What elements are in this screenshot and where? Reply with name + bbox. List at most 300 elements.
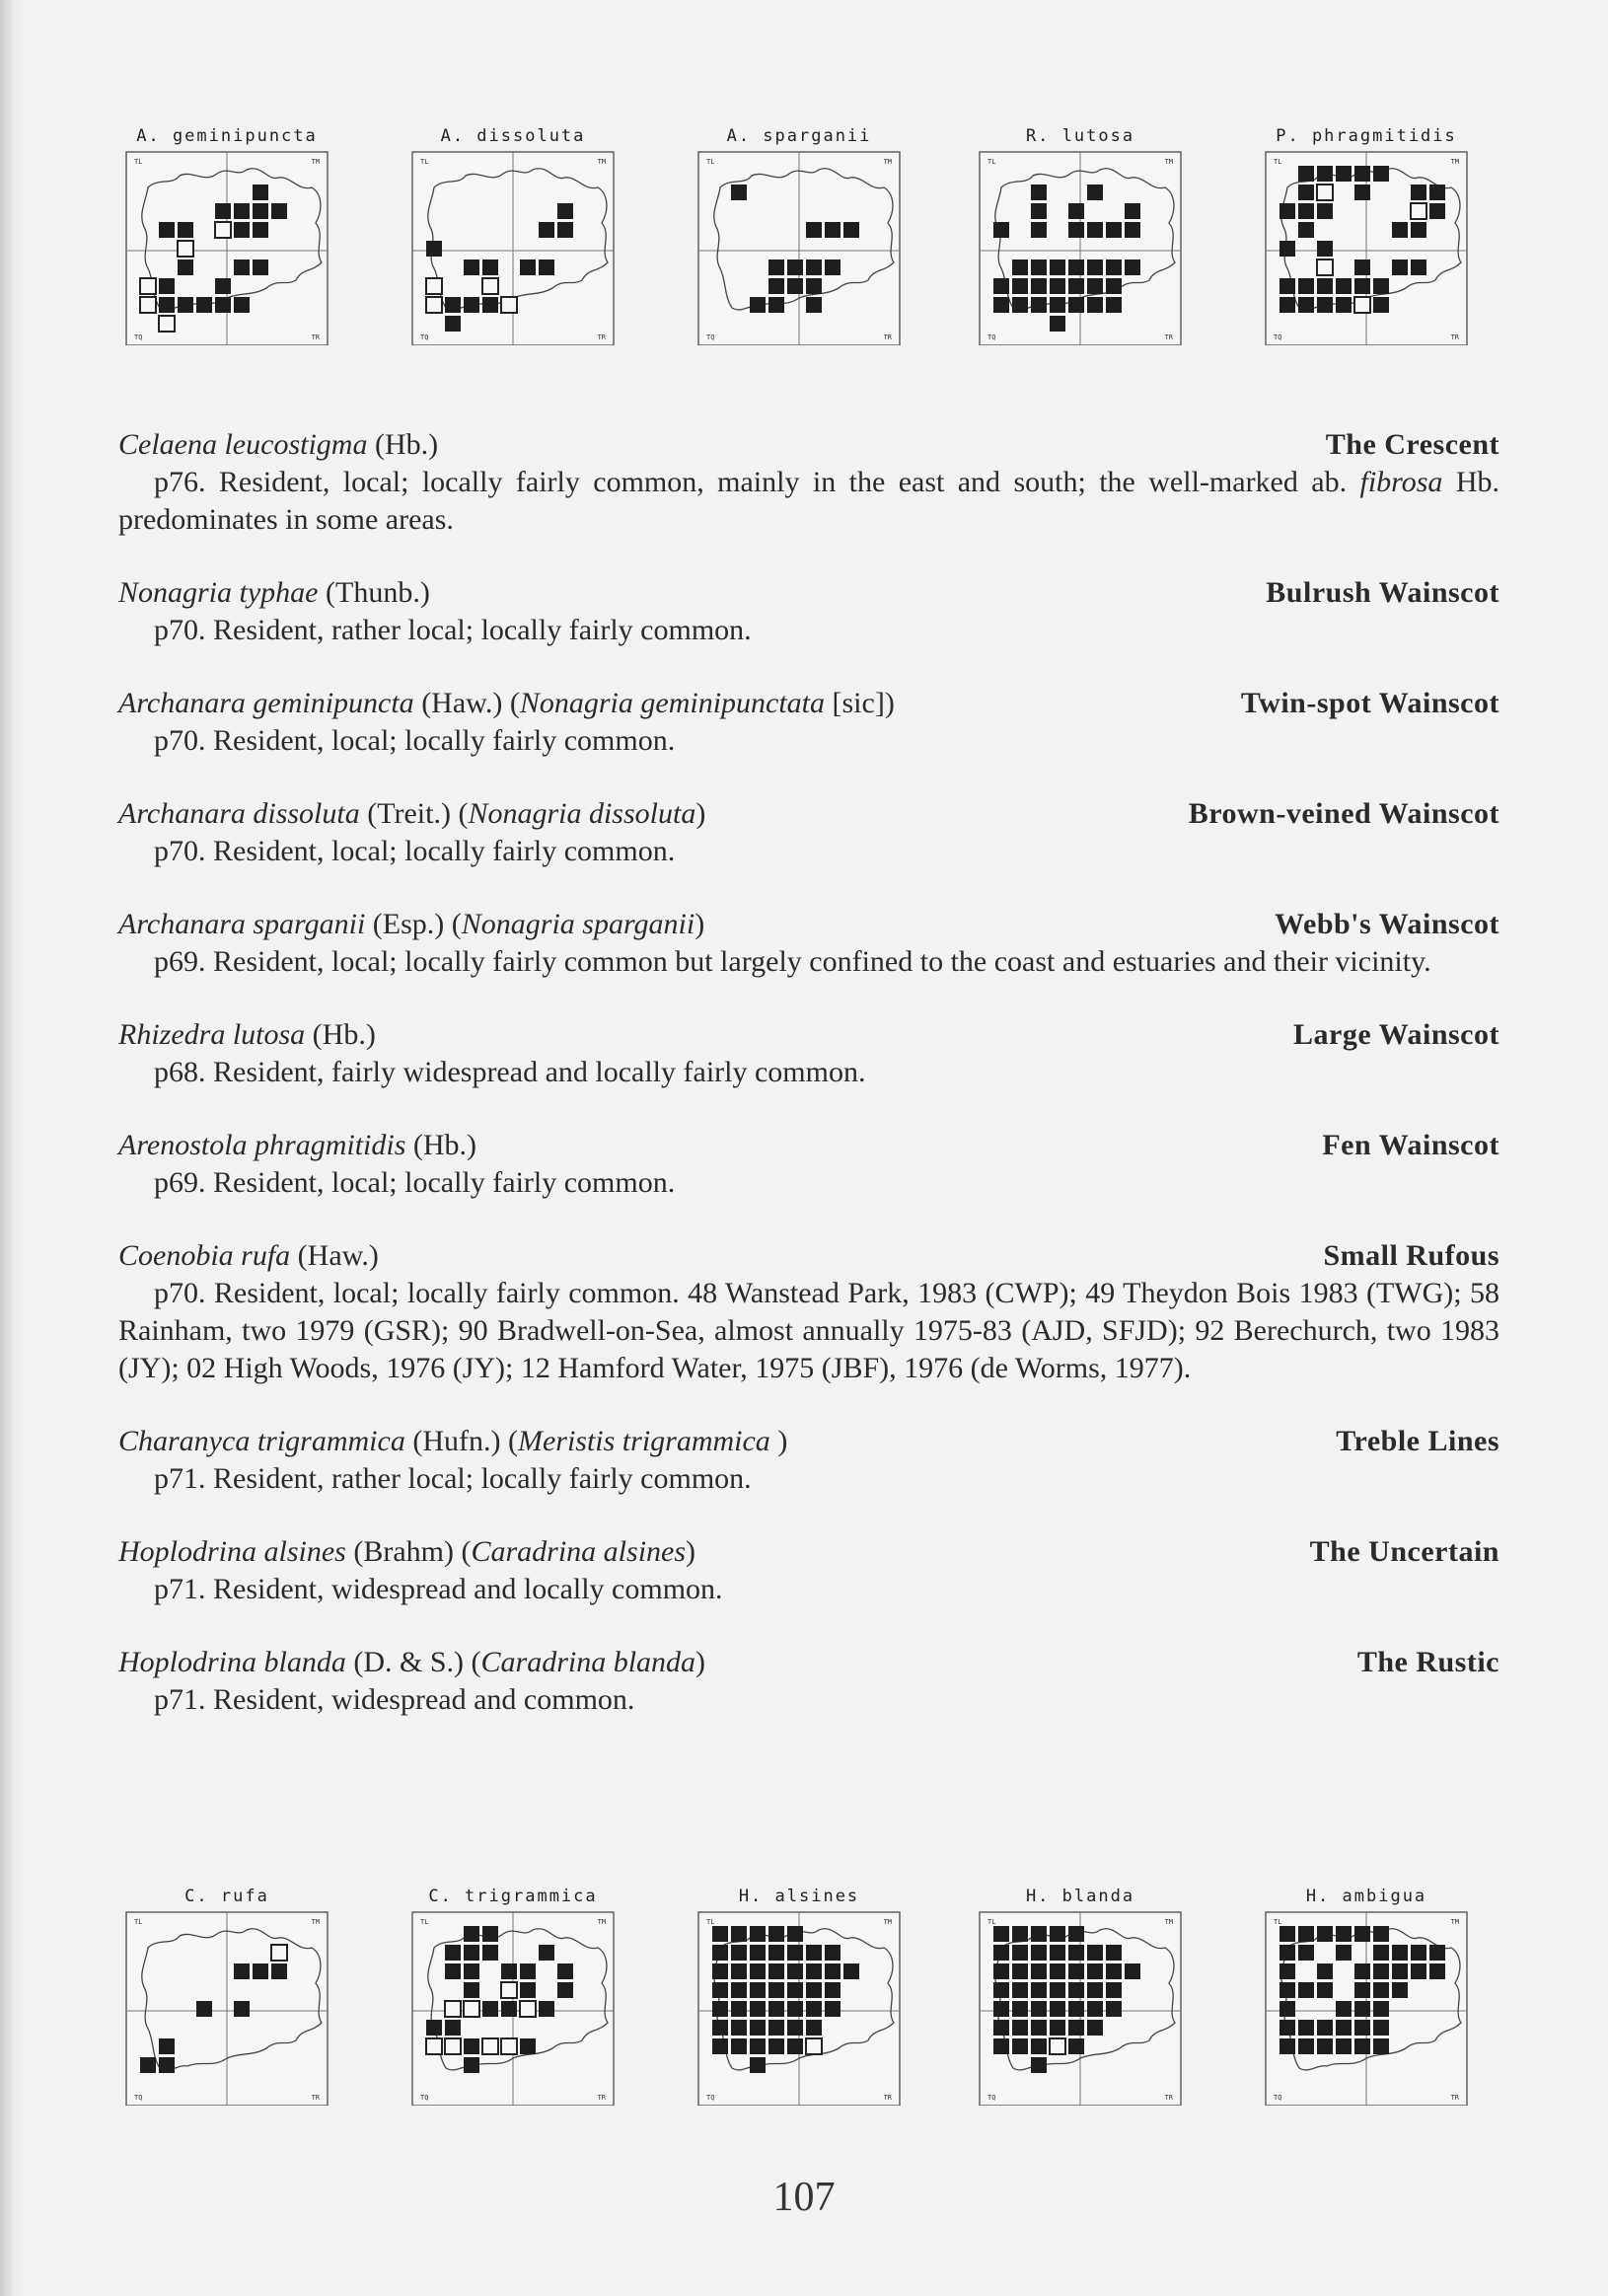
record-square bbox=[787, 1982, 803, 1998]
record-square bbox=[768, 2020, 784, 2036]
grid-corner-label: TQ bbox=[134, 2094, 143, 2102]
common-name: Fen Wainscot bbox=[1322, 1129, 1499, 1161]
record-square bbox=[1012, 1926, 1028, 1942]
record-square bbox=[768, 1926, 784, 1942]
status-text: p71. Resident, rather local; locally fairly common. bbox=[154, 1462, 752, 1495]
record-square bbox=[1106, 2001, 1122, 2017]
grid-corner-label: TL bbox=[134, 1918, 143, 1926]
record-square bbox=[843, 1963, 859, 1979]
species-entry bbox=[118, 1016, 1499, 1091]
record-square bbox=[768, 2001, 784, 2017]
grid-corner-label: TR bbox=[883, 333, 892, 341]
record-square bbox=[159, 2057, 175, 2073]
record-square bbox=[1125, 259, 1140, 275]
record-square bbox=[1298, 278, 1314, 294]
species-entry bbox=[118, 906, 1499, 981]
record-square bbox=[1106, 1945, 1122, 1961]
record-square bbox=[234, 2001, 250, 2017]
record-square bbox=[787, 2001, 803, 2017]
scientific-name bbox=[118, 1016, 376, 1054]
record-square bbox=[825, 1945, 841, 1961]
record-square bbox=[426, 2020, 442, 2036]
record-square bbox=[1087, 278, 1103, 294]
record-square bbox=[445, 1945, 461, 1961]
record-square bbox=[1279, 1982, 1295, 1998]
synonym-suffix: ) bbox=[695, 797, 706, 830]
record-square bbox=[712, 2001, 728, 2017]
grid-corner-label: TQ bbox=[134, 333, 143, 341]
record-square-old bbox=[501, 2038, 517, 2054]
record-square bbox=[253, 1963, 268, 1979]
scientific-name bbox=[118, 906, 704, 943]
record-square bbox=[1429, 203, 1445, 219]
synonym-name: Meristis trigrammica bbox=[517, 1425, 770, 1457]
record-square bbox=[1050, 1963, 1065, 1979]
latin-name: Rhizedra lutosa bbox=[118, 1018, 306, 1051]
record-square bbox=[1373, 297, 1389, 313]
distribution-map bbox=[118, 1887, 335, 2133]
record-square bbox=[768, 1945, 784, 1961]
record-square bbox=[1336, 2020, 1352, 2036]
record-square bbox=[1106, 1982, 1122, 1998]
record-square-old bbox=[426, 278, 442, 294]
record-square bbox=[1106, 1963, 1122, 1979]
grid-corner-label: TQ bbox=[706, 333, 715, 341]
latin-name: Hoplodrina alsines bbox=[118, 1535, 346, 1568]
grid-corner-label: TR bbox=[597, 2094, 606, 2102]
record-square bbox=[993, 2001, 1009, 2017]
grid-corner-label: TM bbox=[1450, 158, 1459, 166]
map-grid bbox=[1258, 148, 1475, 345]
species-entry bbox=[118, 1423, 1499, 1498]
record-square bbox=[445, 1963, 461, 1979]
record-square bbox=[1031, 2001, 1047, 2017]
record-square-old bbox=[464, 2001, 479, 2017]
record-square bbox=[1106, 222, 1122, 238]
record-square bbox=[1298, 1982, 1314, 1998]
grid-corner-label: TR bbox=[311, 333, 320, 341]
latin-name: Celaena leucostigma bbox=[118, 428, 368, 461]
map-species-label: H. ambigua bbox=[1305, 1887, 1427, 1906]
record-square-old bbox=[1354, 297, 1370, 313]
record-square bbox=[482, 2001, 498, 2017]
record-square bbox=[825, 2001, 841, 2017]
record-square bbox=[825, 1963, 841, 1979]
distribution-map bbox=[404, 126, 621, 373]
record-square bbox=[1373, 278, 1389, 294]
latin-name: Arenostola phragmitidis bbox=[118, 1129, 406, 1161]
record-square bbox=[1012, 2020, 1028, 2036]
record-square bbox=[215, 203, 231, 219]
record-square bbox=[806, 278, 822, 294]
record-square bbox=[768, 297, 784, 313]
record-square bbox=[993, 297, 1009, 313]
synonym-name: Nonagria sparganii bbox=[461, 908, 695, 940]
record-square-old bbox=[445, 2001, 461, 2017]
grid-corner-label: TL bbox=[706, 1918, 715, 1926]
map-species-label: A. sparganii bbox=[726, 126, 872, 146]
record-square bbox=[1373, 1926, 1389, 1942]
record-square bbox=[464, 2038, 479, 2054]
record-square bbox=[1392, 1982, 1408, 1998]
record-square bbox=[234, 1963, 250, 1979]
record-square bbox=[1087, 1963, 1103, 1979]
scientific-name bbox=[118, 1127, 476, 1164]
record-square-old bbox=[1411, 203, 1426, 219]
record-square bbox=[1354, 1982, 1370, 1998]
record-square bbox=[1298, 185, 1314, 200]
status-text: p76. Resident, local; locally fairly common, mainly in the east and south; the well-marked ab. fibrosa Hb. predominates in some areas. bbox=[118, 466, 1499, 536]
bottom-map-row bbox=[0, 1887, 1608, 2133]
latin-name: Nonagria typhae bbox=[118, 576, 319, 609]
record-square bbox=[1392, 259, 1408, 275]
record-square bbox=[1125, 1963, 1140, 1979]
record-square bbox=[1354, 185, 1370, 200]
record-square bbox=[787, 2038, 803, 2054]
grid-corner-label: TM bbox=[311, 1918, 320, 1926]
record-square bbox=[1012, 1963, 1028, 1979]
record-square-old bbox=[1317, 259, 1333, 275]
record-square bbox=[1087, 185, 1103, 200]
author: (Hb.) bbox=[367, 428, 439, 461]
grid-corner-label: TR bbox=[597, 333, 606, 341]
scientific-name bbox=[118, 1644, 705, 1681]
record-square bbox=[464, 259, 479, 275]
record-square-old bbox=[159, 316, 175, 332]
grid-corner-label: TL bbox=[420, 1918, 429, 1926]
record-square bbox=[1068, 297, 1084, 313]
grid-corner-label: TR bbox=[311, 2094, 320, 2102]
record-square bbox=[178, 222, 193, 238]
record-square bbox=[234, 203, 250, 219]
record-square bbox=[464, 1963, 479, 1979]
record-square-old bbox=[140, 278, 156, 294]
record-square bbox=[464, 297, 479, 313]
species-entry bbox=[118, 1237, 1499, 1387]
record-square bbox=[1317, 278, 1333, 294]
record-square bbox=[1031, 1926, 1047, 1942]
record-square bbox=[993, 278, 1009, 294]
record-square bbox=[712, 2020, 728, 2036]
record-square bbox=[1298, 2038, 1314, 2054]
latin-name: Hoplodrina blanda bbox=[118, 1646, 346, 1678]
record-square bbox=[557, 203, 573, 219]
record-square bbox=[1392, 222, 1408, 238]
record-square bbox=[1087, 297, 1103, 313]
record-square bbox=[787, 259, 803, 275]
record-square bbox=[1298, 297, 1314, 313]
record-square bbox=[1050, 1926, 1065, 1942]
record-square bbox=[1354, 166, 1370, 182]
map-grid bbox=[1258, 1908, 1475, 2106]
record-square bbox=[806, 1963, 822, 1979]
record-square bbox=[1031, 1982, 1047, 1998]
status-text: p70. Resident, rather local; locally fairly common. bbox=[154, 614, 752, 646]
record-square bbox=[271, 1963, 287, 1979]
grid-corner-label: TM bbox=[311, 158, 320, 166]
grid-corner-label: TR bbox=[883, 2094, 892, 2102]
record-square bbox=[1392, 1945, 1408, 1961]
species-entry bbox=[118, 795, 1499, 870]
status-text: p70. Resident, local; locally fairly common. bbox=[154, 835, 676, 867]
record-square bbox=[1336, 166, 1352, 182]
scientific-name bbox=[118, 1237, 379, 1275]
common-name: Large Wainscot bbox=[1293, 1018, 1499, 1051]
scientific-name bbox=[118, 795, 705, 833]
author: (Esp.) ( bbox=[365, 908, 462, 940]
record-square bbox=[1354, 278, 1370, 294]
record-square bbox=[1087, 1982, 1103, 1998]
record-square bbox=[1373, 1963, 1389, 1979]
record-square bbox=[1354, 2001, 1370, 2017]
record-square bbox=[253, 222, 268, 238]
record-square bbox=[1031, 2020, 1047, 2036]
author: (D. & S.) ( bbox=[345, 1646, 481, 1678]
record-square bbox=[482, 259, 498, 275]
grid-corner-label: TQ bbox=[1274, 333, 1282, 341]
record-square-old bbox=[482, 2038, 498, 2054]
species-entry bbox=[118, 574, 1499, 649]
record-square bbox=[806, 222, 822, 238]
record-square bbox=[271, 203, 287, 219]
grid-corner-label: TM bbox=[1164, 1918, 1173, 1926]
record-square bbox=[1050, 278, 1065, 294]
record-square bbox=[1031, 203, 1047, 219]
grid-corner-label: TQ bbox=[706, 2094, 715, 2102]
map-grid bbox=[691, 148, 908, 345]
status-text: p69. Resident, local; locally fairly common but largely confined to the coast and estuaries and their vicinity. bbox=[154, 945, 1431, 978]
grid-corner-label: TM bbox=[1164, 158, 1173, 166]
record-square bbox=[750, 1926, 766, 1942]
record-square bbox=[178, 259, 193, 275]
record-square bbox=[1050, 2020, 1065, 2036]
record-square bbox=[806, 1982, 822, 1998]
record-square bbox=[1317, 166, 1333, 182]
record-square bbox=[731, 1982, 747, 1998]
common-name: Brown-veined Wainscot bbox=[1188, 797, 1499, 830]
map-species-label: H. alsines bbox=[738, 1887, 860, 1906]
record-square bbox=[1336, 2001, 1352, 2017]
record-square bbox=[750, 297, 766, 313]
record-square bbox=[731, 1926, 747, 1942]
record-square bbox=[1031, 1963, 1047, 1979]
record-square bbox=[1279, 203, 1295, 219]
record-square bbox=[1087, 259, 1103, 275]
record-square-old bbox=[806, 2038, 822, 2054]
record-square bbox=[993, 2020, 1009, 2036]
synonym-suffix: ) bbox=[695, 1646, 706, 1678]
record-square bbox=[1298, 222, 1314, 238]
map-species-label: C. rufa bbox=[184, 1887, 269, 1906]
record-square bbox=[1012, 259, 1028, 275]
record-square bbox=[787, 1926, 803, 1942]
grid-corner-label: TM bbox=[883, 158, 892, 166]
record-square bbox=[196, 2001, 212, 2017]
synonym-suffix: ) bbox=[686, 1535, 696, 1568]
record-square bbox=[159, 297, 175, 313]
map-grid bbox=[972, 1908, 1189, 2106]
record-square bbox=[1317, 1982, 1333, 1998]
record-square bbox=[464, 1926, 479, 1942]
record-square bbox=[1429, 185, 1445, 200]
record-square bbox=[520, 259, 536, 275]
grid-corner-label: TL bbox=[1274, 1918, 1282, 1926]
record-square bbox=[787, 2020, 803, 2036]
record-square bbox=[712, 2038, 728, 2054]
record-square bbox=[520, 2038, 536, 2054]
record-square bbox=[482, 1926, 498, 1942]
record-square bbox=[464, 1982, 479, 1998]
record-square bbox=[1279, 278, 1295, 294]
author: (Haw.) ( bbox=[413, 687, 520, 719]
record-square bbox=[825, 1982, 841, 1998]
common-name: The Crescent bbox=[1325, 428, 1499, 461]
record-square bbox=[1068, 2020, 1084, 2036]
record-square bbox=[1125, 222, 1140, 238]
record-square bbox=[1087, 1945, 1103, 1961]
record-square bbox=[1336, 1945, 1352, 1961]
grid-corner-label: TL bbox=[706, 158, 715, 166]
record-square bbox=[1031, 297, 1047, 313]
record-square bbox=[253, 203, 268, 219]
latin-name: Archanara dissoluta bbox=[118, 797, 360, 830]
common-name: Webb's Wainscot bbox=[1275, 908, 1499, 940]
map-species-label: C. trigrammica bbox=[428, 1887, 598, 1906]
synonym-suffix: [sic]) bbox=[825, 687, 895, 719]
record-square bbox=[1411, 1945, 1426, 1961]
record-square bbox=[806, 1945, 822, 1961]
record-square bbox=[557, 1982, 573, 1998]
map-grid bbox=[972, 148, 1189, 345]
record-square bbox=[1106, 259, 1122, 275]
record-square bbox=[445, 297, 461, 313]
record-square bbox=[1050, 259, 1065, 275]
record-square bbox=[750, 1945, 766, 1961]
record-square bbox=[731, 185, 747, 200]
record-square-old bbox=[426, 2038, 442, 2054]
author: (Thunb.) bbox=[318, 576, 430, 609]
record-square bbox=[253, 259, 268, 275]
grid-corner-label: TR bbox=[1164, 333, 1173, 341]
record-square bbox=[787, 1945, 803, 1961]
record-square-old bbox=[501, 1982, 517, 1998]
record-square bbox=[1317, 297, 1333, 313]
grid-corner-label: TM bbox=[883, 1918, 892, 1926]
record-square bbox=[712, 1945, 728, 1961]
synonym-name: Nonagria geminipunctata bbox=[519, 687, 826, 719]
record-square bbox=[1411, 1963, 1426, 1979]
record-square bbox=[1279, 2020, 1295, 2036]
record-square bbox=[1354, 1926, 1370, 1942]
page-number: 107 bbox=[772, 2175, 836, 2220]
record-square bbox=[1317, 241, 1333, 257]
record-square bbox=[1373, 2038, 1389, 2054]
scientific-name bbox=[118, 574, 430, 612]
common-name: Treble Lines bbox=[1336, 1425, 1499, 1457]
record-square bbox=[1373, 2001, 1389, 2017]
distribution-map bbox=[691, 1887, 908, 2133]
record-square bbox=[159, 222, 175, 238]
status-text: p68. Resident, fairly widespread and locally fairly common. bbox=[154, 1056, 866, 1088]
species-list bbox=[118, 426, 1499, 1754]
species-entry bbox=[118, 1644, 1499, 1719]
record-square bbox=[750, 2020, 766, 2036]
record-square bbox=[1279, 2038, 1295, 2054]
record-square-old bbox=[140, 297, 156, 313]
grid-corner-label: TL bbox=[987, 1918, 996, 1926]
species-entry bbox=[118, 1127, 1499, 1202]
record-square bbox=[1068, 278, 1084, 294]
record-square bbox=[539, 2001, 554, 2017]
grid-corner-label: TQ bbox=[1274, 2094, 1282, 2102]
record-square bbox=[1354, 2038, 1370, 2054]
record-square bbox=[482, 297, 498, 313]
record-square bbox=[1012, 278, 1028, 294]
distribution-map bbox=[1258, 126, 1475, 373]
grid-corner-label: TL bbox=[987, 158, 996, 166]
author: (Treit.) ( bbox=[359, 797, 469, 830]
record-square bbox=[731, 1963, 747, 1979]
record-square bbox=[993, 222, 1009, 238]
record-square bbox=[1125, 203, 1140, 219]
map-grid bbox=[118, 1908, 335, 2106]
record-square bbox=[768, 278, 784, 294]
record-square-old bbox=[520, 2001, 536, 2017]
record-square bbox=[140, 2057, 156, 2073]
record-square bbox=[1031, 185, 1047, 200]
record-square bbox=[1012, 2038, 1028, 2054]
record-square bbox=[1068, 222, 1084, 238]
record-square bbox=[1050, 1945, 1065, 1961]
record-square bbox=[1279, 1945, 1295, 1961]
record-square bbox=[768, 2038, 784, 2054]
record-square bbox=[1087, 222, 1103, 238]
record-square bbox=[806, 297, 822, 313]
record-square bbox=[750, 2057, 766, 2073]
record-square bbox=[1068, 2001, 1084, 2017]
record-square bbox=[712, 1963, 728, 1979]
record-square bbox=[1317, 1963, 1333, 1979]
record-square bbox=[1050, 2001, 1065, 2017]
record-square bbox=[178, 297, 193, 313]
record-square bbox=[731, 2020, 747, 2036]
record-square-old bbox=[445, 2038, 461, 2054]
record-square bbox=[1031, 1945, 1047, 1961]
record-square bbox=[1031, 222, 1047, 238]
record-square bbox=[1298, 203, 1314, 219]
record-square bbox=[1392, 1963, 1408, 1979]
record-square bbox=[1279, 1926, 1295, 1942]
grid-corner-label: TM bbox=[597, 1918, 606, 1926]
map-grid bbox=[118, 148, 335, 345]
grid-corner-label: TL bbox=[420, 158, 429, 166]
record-square bbox=[520, 1982, 536, 1998]
record-square bbox=[1373, 166, 1389, 182]
record-square bbox=[1317, 203, 1333, 219]
record-square bbox=[768, 259, 784, 275]
distribution-map bbox=[972, 126, 1189, 373]
record-square bbox=[731, 2038, 747, 2054]
distribution-map bbox=[118, 126, 335, 373]
record-square bbox=[787, 278, 803, 294]
record-square bbox=[482, 1945, 498, 1961]
record-square bbox=[1354, 2020, 1370, 2036]
grid-corner-label: TQ bbox=[420, 333, 429, 341]
map-grid bbox=[691, 1908, 908, 2106]
record-square bbox=[993, 2038, 1009, 2054]
grid-corner-label: TM bbox=[597, 158, 606, 166]
author: (Hufn.) ( bbox=[404, 1425, 518, 1457]
